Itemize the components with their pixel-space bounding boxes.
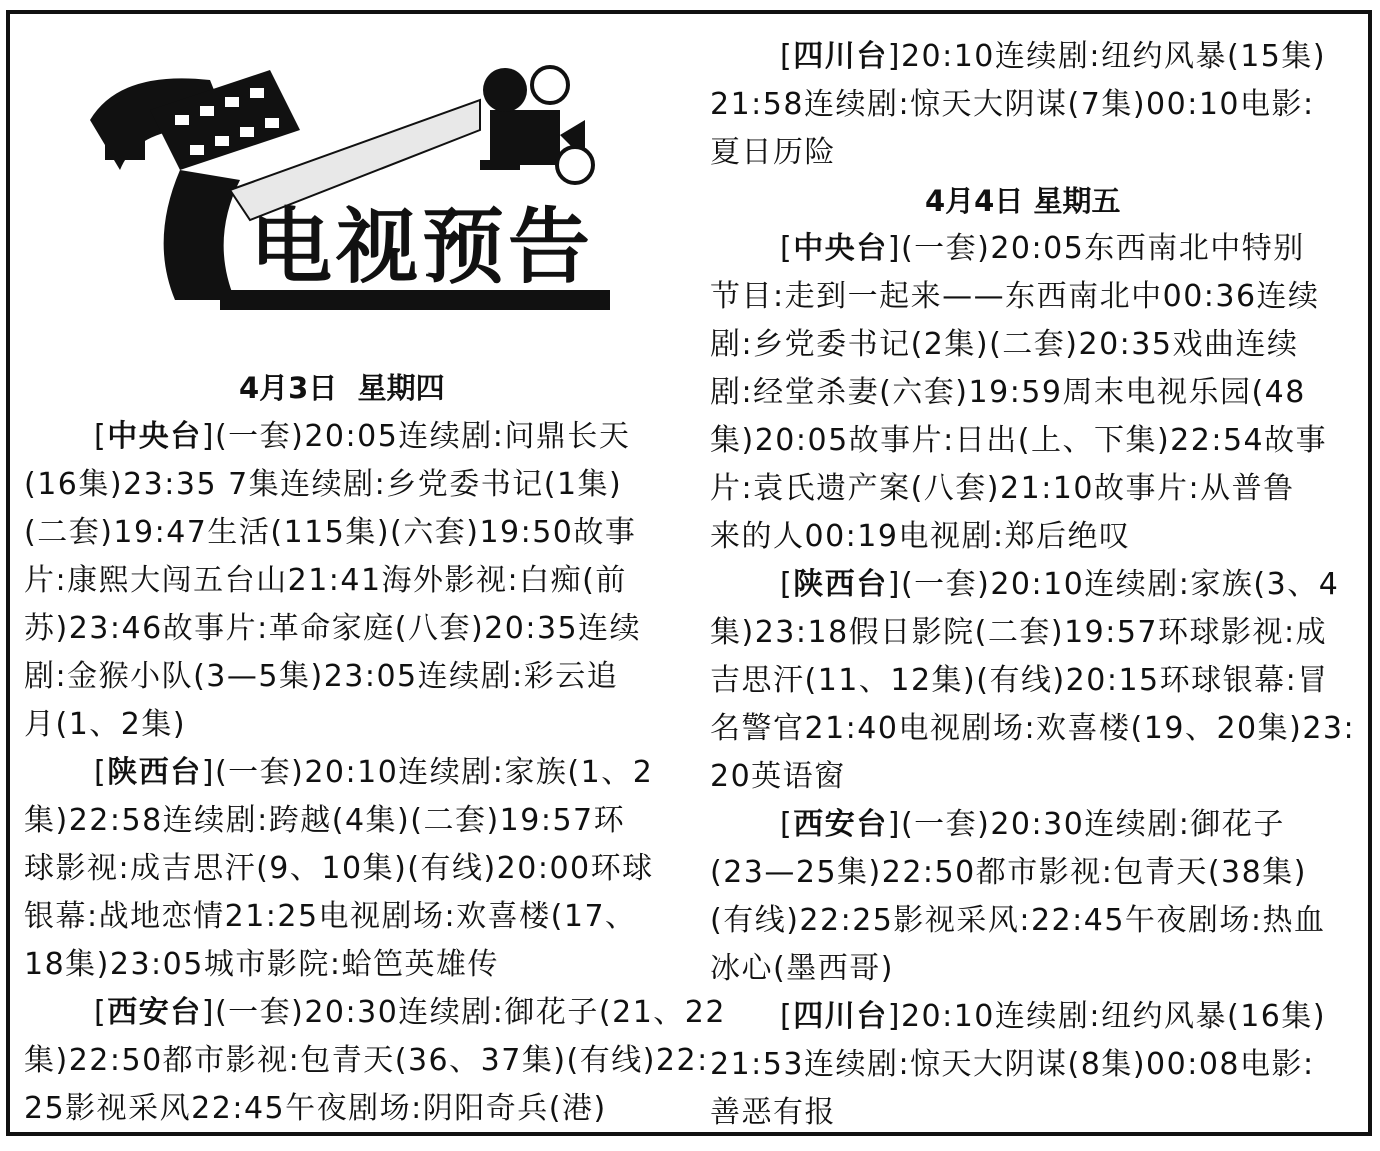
station-tag-sichuan-apr4: 四川台 <box>793 999 888 1034</box>
cctv-apr4-line-3: 剧:经堂杀妻(六套)19:59周末电视乐园(48 <box>710 375 1306 410</box>
shaanxi-apr4-line-4: 20英语窗 <box>710 759 846 794</box>
shaanxi-line-1: 集)22:58连续剧:跨越(4集)(二套)19:57环 <box>24 803 626 838</box>
xian-line-0: [西安台](一套)20:30连续剧:御花子(21、22 <box>94 995 726 1030</box>
station-tag-shaanxi: 陕西台 <box>107 755 202 790</box>
station-tag-xian: 西安台 <box>107 995 202 1030</box>
shaanxi-apr4-line-1: 集)23:18假日影院(二套)19:57环球影视:成 <box>710 615 1328 650</box>
sichuan-apr4-line-2: 善恶有报 <box>710 1095 836 1130</box>
xian-apr4-line-1: (23—25集)22:50都市影视:包青天(38集) <box>710 855 1307 890</box>
cctv-apr4-line-2: 剧:乡党委书记(2集)(二套)20:35戏曲连续 <box>710 327 1299 362</box>
shaanxi-line-4: 18集)23:05城市影院:蛤笆英雄传 <box>24 947 499 982</box>
date-heading-apr4: 4月4日 星期五 <box>925 184 1121 218</box>
sichuan-apr3-line-2: 夏日历险 <box>710 135 836 170</box>
station-tag-xian-apr4: 西安台 <box>793 807 888 842</box>
cctv-line-4: 苏)23:46故事片:革命家庭(八套)20:35连续 <box>24 611 642 646</box>
station-tag-shaanxi-apr4: 陕西台 <box>793 567 888 602</box>
sichuan-apr3-line-0: [四川台]20:10连续剧:纽约风暴(15集) <box>780 39 1327 74</box>
cctv-apr4-line-6: 来的人00:19电视剧:郑后绝叹 <box>710 519 1131 554</box>
tv-preview-logo <box>80 60 620 330</box>
cctv-line-6: 月(1、2集) <box>24 707 187 742</box>
cctv-line-1: (16集)23:35 7集连续剧:乡党委书记(1集) <box>24 467 623 502</box>
cctv-line-0: [中央台](一套)20:05连续剧:问鼎长天 <box>94 419 631 454</box>
cctv-line-5: 剧:金猴小队(3—5集)23:05连续剧:彩云追 <box>24 659 619 694</box>
station-tag-cctv: 中央台 <box>107 419 202 454</box>
sichuan-apr4-line-1: 21:53连续剧:惊天大阴谋(8集)00:08电影: <box>710 1047 1315 1082</box>
shaanxi-apr4-line-0: [陕西台](一套)20:10连续剧:家族(3、4 <box>780 567 1340 602</box>
shaanxi-apr4-line-2: 吉思汗(11、12集)(有线)20:15环球银幕:冒 <box>710 663 1329 698</box>
xian-apr4-line-0: [西安台](一套)20:30连续剧:御花子 <box>780 807 1285 842</box>
cctv-line-2: (二套)19:47生活(115集)(六套)19:50故事 <box>24 515 637 550</box>
xian-apr4-line-3: 冰心(墨西哥) <box>710 951 894 986</box>
station-tag-sichuan: 四川台 <box>793 39 888 74</box>
station-tag-cctv-apr4: 中央台 <box>793 231 888 266</box>
cctv-apr4-line-5: 片:袁氏遗产案(八套)21:10故事片:从普鲁 <box>710 471 1295 506</box>
shaanxi-apr4-line-3: 名警官21:40电视剧场:欢喜楼(19、20集)23: <box>710 711 1356 746</box>
cctv-apr4-line-1: 节目:走到一起来——东西南北中00:36连续 <box>710 279 1320 314</box>
cctv-line-3: 片:康熙大闯五台山21:41海外影视:白痴(前 <box>24 563 627 598</box>
film-camera-logo-icon <box>80 60 620 330</box>
shaanxi-line-0: [陕西台](一套)20:10连续剧:家族(1、2 <box>94 755 654 790</box>
xian-apr4-line-2: (有线)22:25影视采风:22:45午夜剧场:热血 <box>710 903 1326 938</box>
date-heading-apr3: 4月3日 星期四 <box>239 371 445 405</box>
cctv-apr4-line-4: 集)20:05故事片:日出(上、下集)22:54故事 <box>710 423 1328 458</box>
sichuan-apr3-line-1: 21:58连续剧:惊天大阴谋(7集)00:10电影: <box>710 87 1315 122</box>
cctv-apr4-line-0: [中央台](一套)20:05东西南北中特别 <box>780 231 1305 266</box>
xian-line-2: 25影视采风22:45午夜剧场:阴阳奇兵(港) <box>24 1091 607 1126</box>
svg-text:电视预告: 电视预告 <box>250 200 595 295</box>
shaanxi-line-3: 银幕:战地恋情21:25电视剧场:欢喜楼(17、 <box>24 899 637 934</box>
sichuan-apr4-line-0: [四川台]20:10连续剧:纽约风暴(16集) <box>780 999 1327 1034</box>
xian-line-1: 集)22:50都市影视:包青天(36、37集)(有线)22: <box>24 1043 709 1078</box>
shaanxi-line-2: 球影视:成吉思汗(9、10集)(有线)20:00环球 <box>24 851 654 886</box>
